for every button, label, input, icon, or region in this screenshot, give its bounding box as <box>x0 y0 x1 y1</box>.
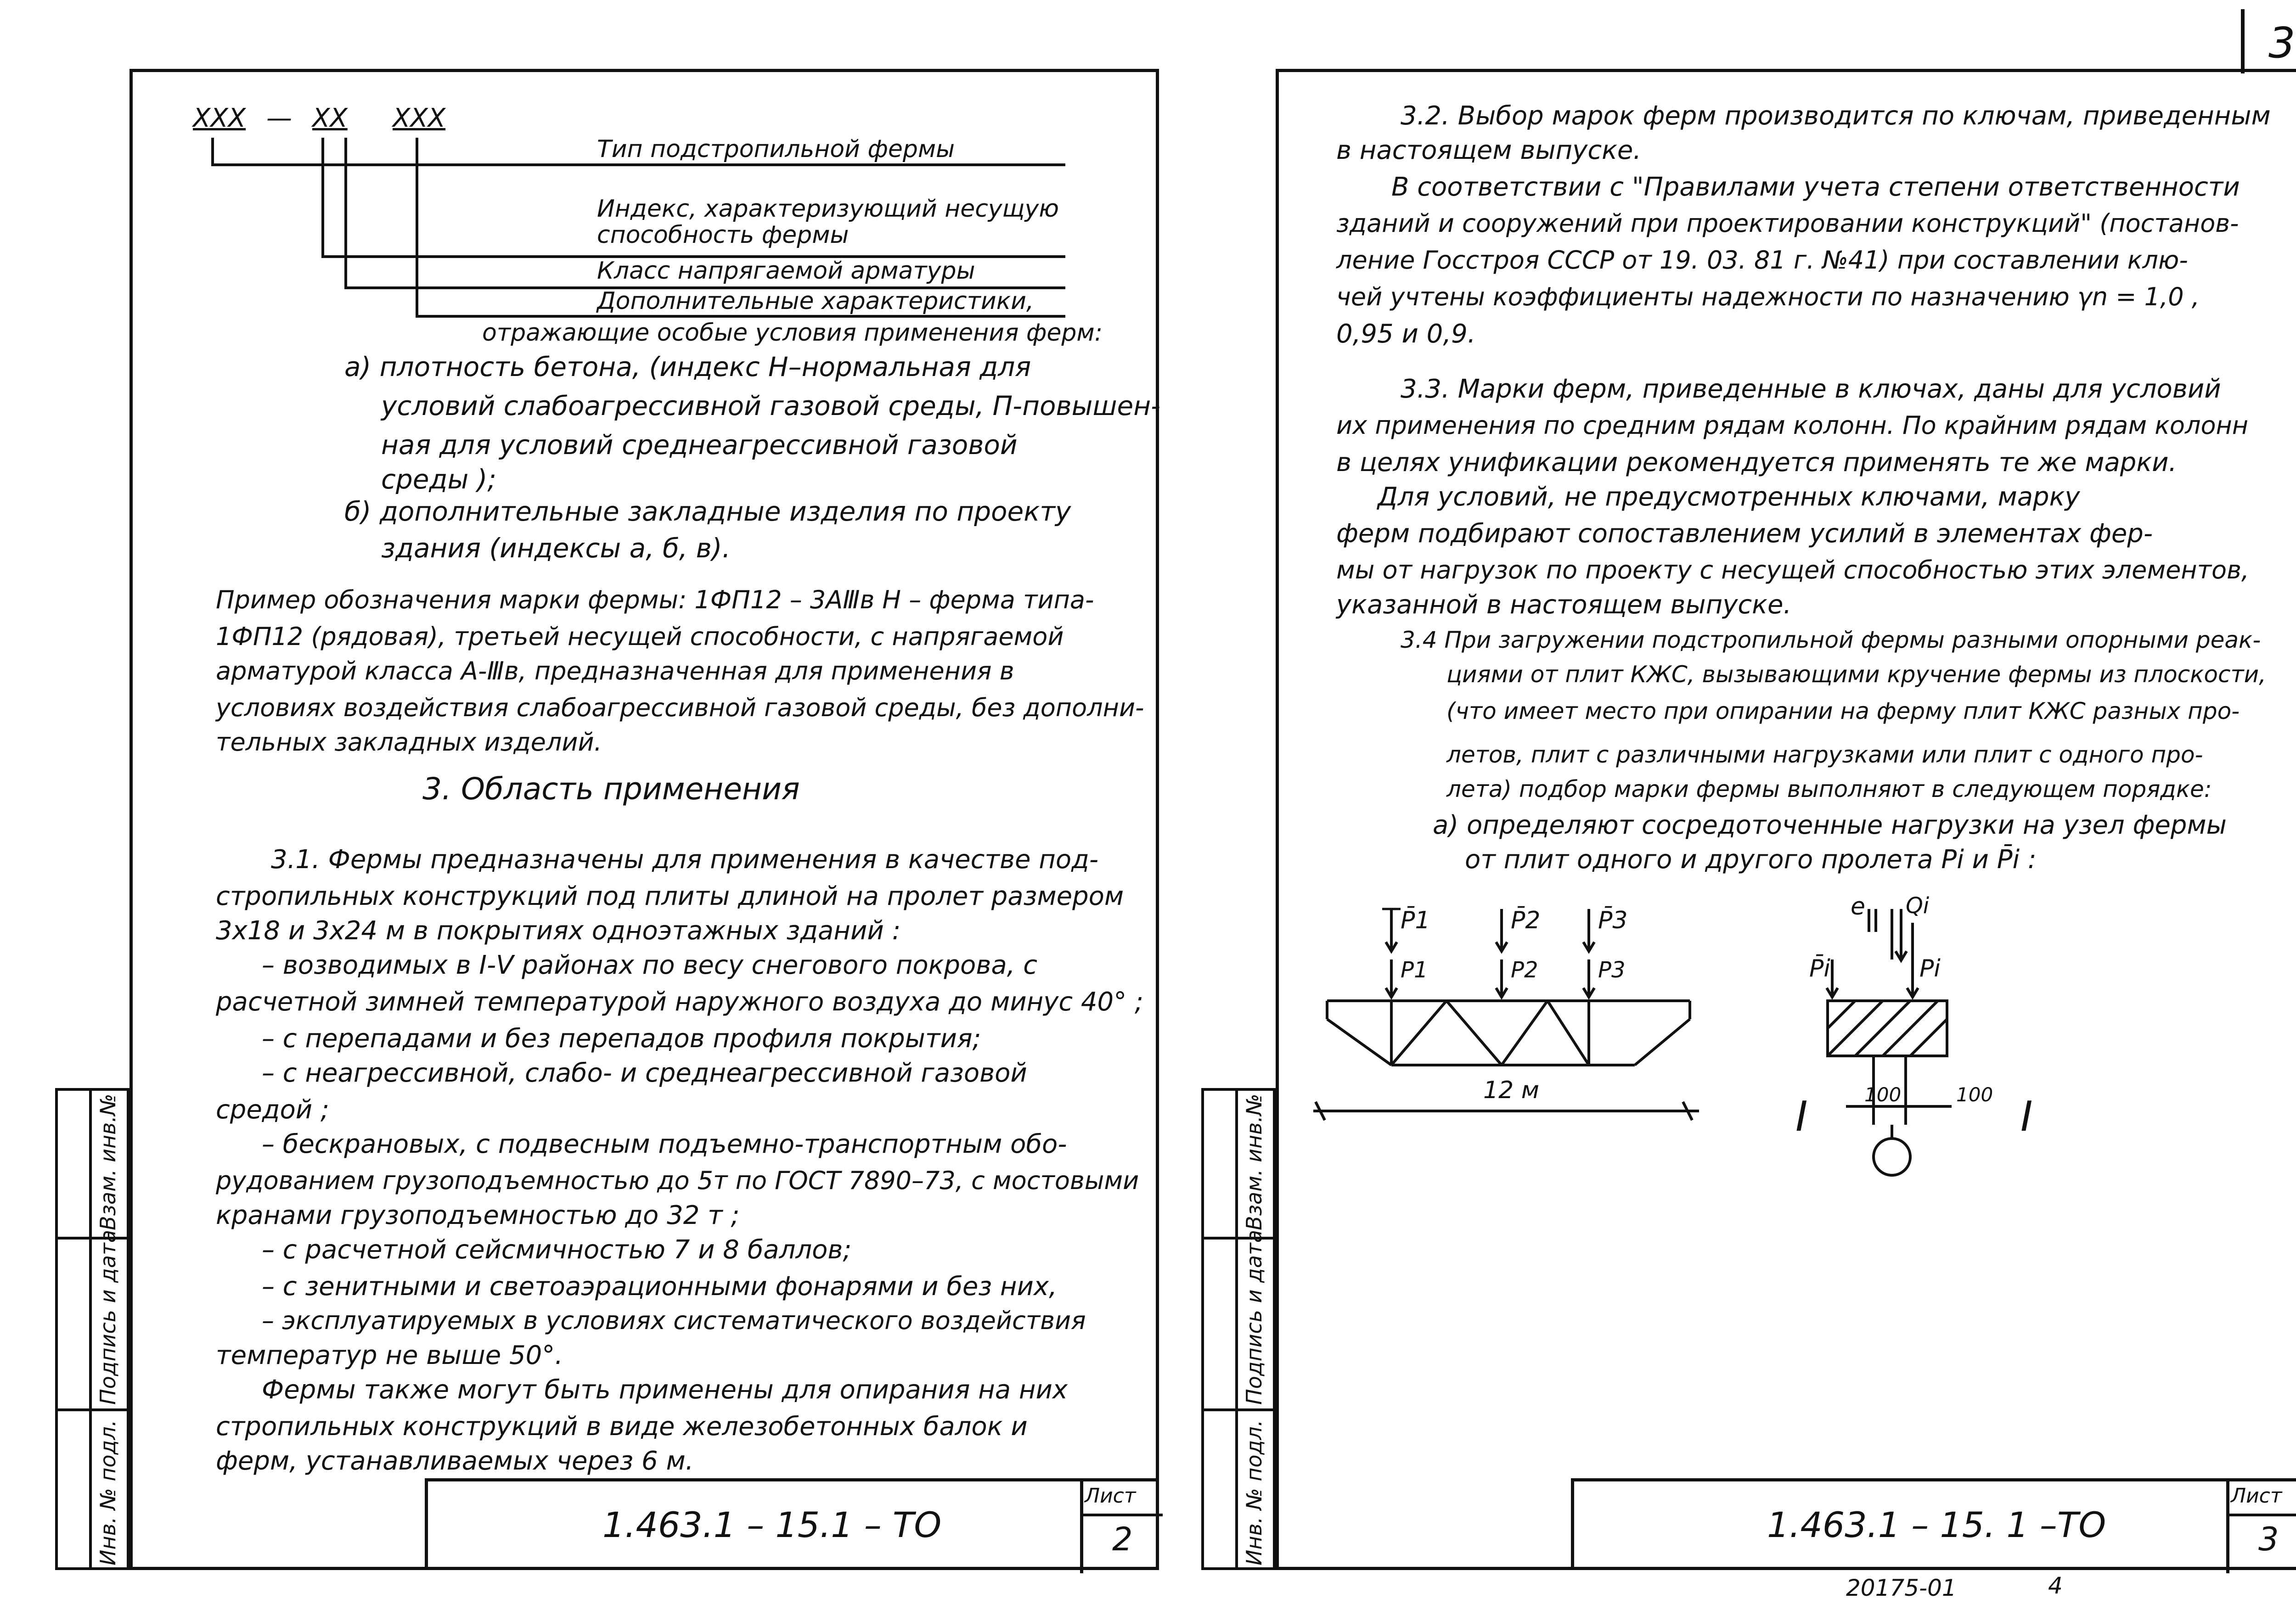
right-stamp-sheet-no: 3 <box>2258 1520 2279 1558</box>
legend-extra-2: отражающие особые условия применения ферм: <box>482 319 1103 347</box>
leader-4-v <box>416 138 418 318</box>
right-line-2: в настоящем выпуске. <box>1336 135 1642 165</box>
right-side-label-1: Взам. инв.№ <box>1242 1094 1266 1230</box>
section-line-2: стропильных конструкций под плиты длиной на пролет размером <box>216 881 1124 911</box>
legend-index-1: Индекс, характеризующий несущую <box>597 195 1059 223</box>
left-stamp-code: 1.463.1 – 15.1 – ТО <box>602 1504 942 1545</box>
option-line-2: условий слабоагрессивной газовой среды, П-повышен- <box>381 390 1161 421</box>
code-mark-b: XX <box>312 103 348 133</box>
section-line-1: 3.1. Фермы предназначены для применения в качестве под- <box>271 845 1099 875</box>
section-dim-1: 100 <box>1864 1083 1902 1106</box>
right-line-21: от плит одного и другого пролета Pi и P̄i : <box>1465 845 2037 875</box>
right-line-17: (что имеет место при опирании на ферму плит КЖС разных про- <box>1446 698 2240 724</box>
right-side-label-3: Инв. № подл. <box>1242 1419 1266 1565</box>
leader-3-v <box>344 138 347 289</box>
section-e: e <box>1851 893 1865 920</box>
section-diagram <box>1800 891 2076 1212</box>
section-line-11: кранами грузоподъемностью до 32 т ; <box>216 1200 740 1230</box>
right-line-20: а) определяют сосредоточенные нагрузки на узел фермы <box>1433 810 2227 840</box>
left-side-cell-2 <box>55 1237 92 1411</box>
footer-code: 20175-01 <box>1846 1575 1957 1601</box>
section-line-14: – эксплуатируемых в условиях систематического воздействия <box>262 1306 1086 1335</box>
section-line-5: расчетной зимней температурой наружного воздуха до минус 40° ; <box>216 987 1143 1017</box>
example-line-4: условиях воздействия слабоагрессивной газовой среды, без дополни- <box>216 693 1144 722</box>
left-side-label-3: Инв. № подл. <box>96 1419 120 1565</box>
legend-type: Тип подстропильной фермы <box>597 135 955 163</box>
code-mark-c: XXX <box>393 103 446 133</box>
load-top-1: P̄1 <box>1401 907 1430 934</box>
load-top-3: P̄3 <box>1598 907 1628 934</box>
section-pi: Pi <box>1919 955 1941 982</box>
span-label: 12 м <box>1483 1077 1539 1104</box>
section-line-16: Фермы также могут быть применены для опирания на них <box>262 1375 1068 1405</box>
right-line-12: ферм подбирают сопоставлением усилий в элементах фер- <box>1336 519 2153 549</box>
footer-page: 4 <box>2048 1572 2063 1599</box>
option-line-4: среды ); <box>381 464 496 495</box>
page-number: 3 <box>2268 18 2296 67</box>
left-side-cell-1 <box>55 1088 92 1240</box>
right-line-16: циями от плит КЖС, вызывающими кручение фермы из плоскости, <box>1446 661 2266 688</box>
section-title: 3. Область применения <box>422 771 800 807</box>
example-line-1: Пример обозначения марки фермы: 1ФП12 – 3АⅢв Н – ферма типа- <box>216 585 1094 614</box>
section-line-7: – с неагрессивной, слабо- и среднеагрессивной газовой <box>262 1058 1027 1088</box>
right-line-7: 0,95 и 0,9. <box>1336 319 1476 349</box>
section-line-12: – с расчетной сейсмичностью 7 и 8 баллов; <box>262 1235 852 1265</box>
right-stamp-divider-h <box>2226 1514 2296 1516</box>
section-line-8: средой ; <box>216 1095 329 1125</box>
left-stamp-sheet-no: 2 <box>1112 1520 1133 1558</box>
right-line-1: 3.2. Выбор марок ферм производится по ключам, приведенным <box>1401 101 2271 131</box>
code-mark-dash: — <box>266 103 292 133</box>
right-line-8: 3.3. Марки ферм, приведенные в ключах, даны для условий <box>1401 374 2221 404</box>
left-side-cell-3 <box>55 1408 92 1570</box>
left-side-label-1: Взам. инв.№ <box>96 1094 120 1230</box>
load-top-2: P̄2 <box>1511 907 1541 934</box>
right-line-13: мы от нагрузок по проекту с несущей способностью этих элементов, <box>1336 555 2250 584</box>
leader-1-v <box>211 138 214 165</box>
right-side-cell-3 <box>1201 1408 1238 1570</box>
legend-extra: Дополнительные характеристики, <box>597 287 1034 315</box>
page-number-rule <box>2241 9 2245 73</box>
section-line-6: – с перепадами и без перепадов профиля покрытия; <box>262 1024 981 1054</box>
section-cut-left: I <box>1795 1093 1808 1141</box>
example-line-2: 1ФП12 (рядовая), третьей несущей способности, с напрягаемой <box>216 622 1064 651</box>
right-line-14: указанной в настоящем выпуске. <box>1336 590 1792 620</box>
section-line-3: 3х18 и 3х24 м в покрытиях одноэтажных зданий : <box>216 916 901 946</box>
left-stamp-divider-v <box>1080 1481 1083 1573</box>
section-qi: Qi <box>1906 893 1930 919</box>
right-stamp <box>1571 1478 2296 1570</box>
load-bottom-2: P2 <box>1511 957 1538 983</box>
left-stamp <box>425 1478 1159 1570</box>
leader-4-h <box>416 315 1065 318</box>
legend-index-2: способность фермы <box>597 221 849 249</box>
right-line-11: Для условий, не предусмотренных ключами, марку <box>1378 482 2080 512</box>
right-stamp-sheet-label: Лист <box>2231 1484 2282 1508</box>
right-stamp-code: 1.463.1 – 15. 1 –ТО <box>1767 1504 2106 1545</box>
example-line-5: тельных закладных изделий. <box>216 728 602 757</box>
left-side-label-2: Подпись и дата <box>96 1229 120 1405</box>
option-line-6: здания (индексы а, б, в). <box>381 533 731 564</box>
section-line-10: рудованием грузоподъемностью до 5т по ГОСТ 7890–73, с мостовыми <box>216 1166 1139 1195</box>
section-line-18: ферм, устанавливаемых через 6 м. <box>216 1446 694 1476</box>
legend-class: Класс напрягаемой арматуры <box>597 257 975 285</box>
left-stamp-sheet-label: Лист <box>1085 1484 1136 1508</box>
right-side-table <box>1201 1088 1276 1570</box>
right-side-label-2: Подпись и дата <box>1242 1229 1266 1405</box>
load-bottom-1: P1 <box>1401 957 1428 983</box>
section-line-13: – с зенитными и светоаэрационными фонарями и без них, <box>262 1272 1057 1301</box>
right-line-19: лета) подбор марки фермы выполняют в следующем порядке: <box>1446 776 2212 802</box>
option-line-1: а) плотность бетона, (индекс Н–нормальная для <box>344 351 1031 382</box>
right-line-18: летов, плит с различными нагрузками или плит с одного про- <box>1446 741 2203 768</box>
right-line-3: В соответствии с "Правилами учета степени ответственности <box>1391 172 2240 202</box>
option-line-5: б) дополнительные закладные изделия по проекту <box>344 496 1071 527</box>
right-line-5: ление Госстроя СССР от 19. 03. 81 г. №41) при составлении клю- <box>1336 246 2188 275</box>
option-line-3: ная для условий среднеагрессивной газовой <box>381 429 1018 460</box>
leader-2-v <box>321 138 324 258</box>
right-side-cell-1 <box>1201 1088 1238 1240</box>
right-line-9: их применения по средним рядам колонн. По крайним рядам колонн <box>1336 411 2249 440</box>
leader-1-h <box>211 163 1065 166</box>
left-side-table <box>55 1088 129 1570</box>
right-side-cell-2 <box>1201 1237 1238 1411</box>
section-cut-right: I <box>2020 1093 2033 1141</box>
example-line-3: арматурой класса А-Ⅲв, предназначенная для применения в <box>216 656 1014 685</box>
right-stamp-divider-v <box>2226 1481 2229 1573</box>
load-bottom-3: P3 <box>1598 957 1626 983</box>
section-pi-bar: P̄i <box>1809 955 1830 982</box>
right-line-15: 3.4 При загружении подстропильной фермы разными опорными реак- <box>1401 627 2261 653</box>
section-line-9: – бескрановых, с подвесным подъемно-транспортным обо- <box>262 1129 1067 1159</box>
section-line-4: – возводимых в Ⅰ-Ⅴ районах по весу снегового покрова, с <box>262 950 1038 980</box>
code-mark-a: XXX <box>193 103 246 133</box>
section-dim-2: 100 <box>1956 1083 1993 1106</box>
right-line-10: в целях унификации рекомендуется применять те же марки. <box>1336 448 2177 477</box>
section-line-15: температур не выше 50°. <box>216 1341 563 1370</box>
left-stamp-divider-h <box>1080 1514 1163 1516</box>
section-line-17: стропильных конструкций в виде железобетонных балок и <box>216 1412 1028 1442</box>
right-line-4: зданий и сооружений при проектировании конструкций" (постанов- <box>1336 209 2239 238</box>
right-line-6: чей учтены коэффициенты надежности по назначению γn = 1,0 , <box>1336 282 2200 311</box>
